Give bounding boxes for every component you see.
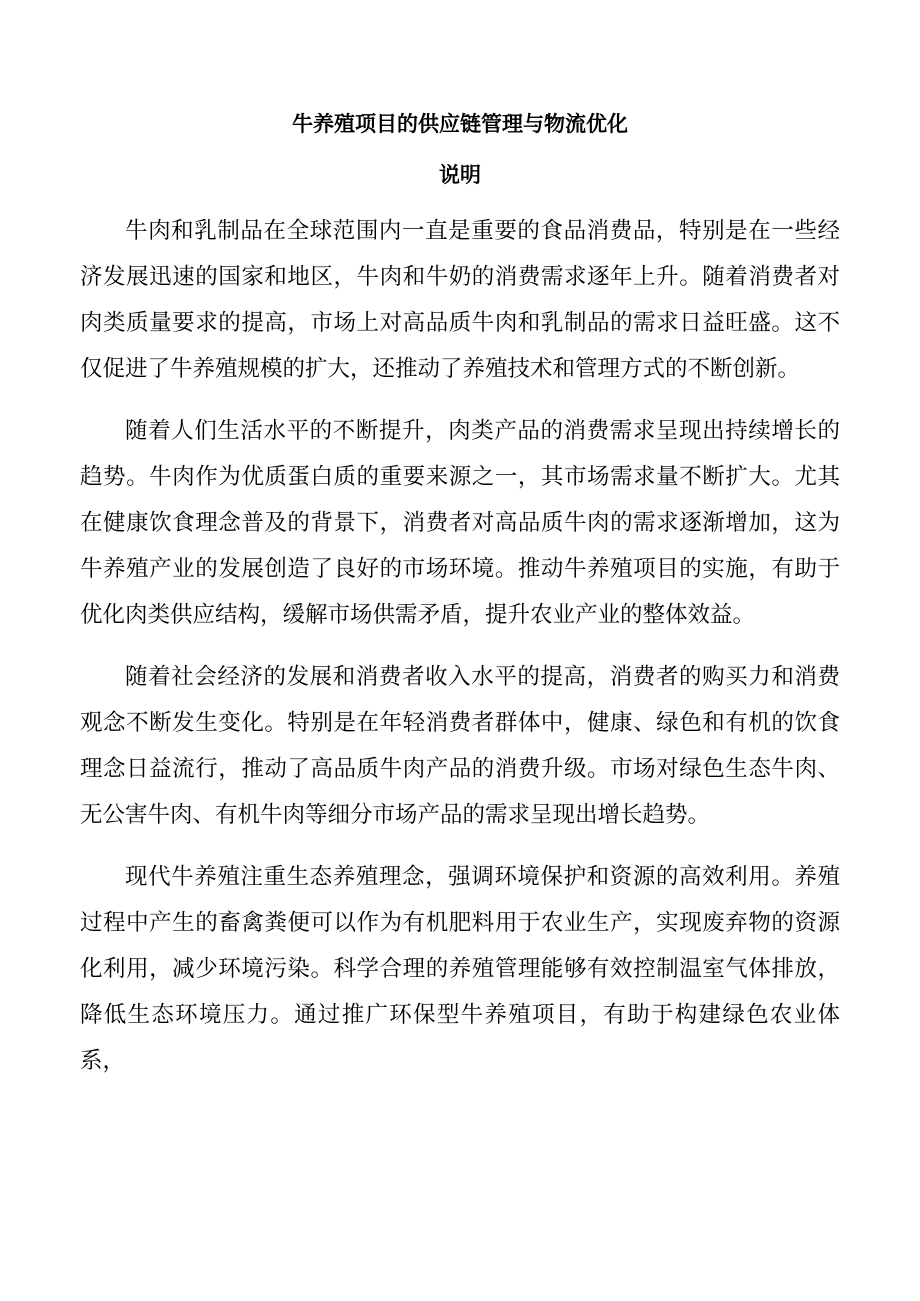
document-body: [80, 208, 840, 1100]
paragraph-1: 牛肉和乳制品在全球范围内一直是重要的食品消费品，特别是在一些经济发展迅速的国家和地区，牛肉和牛奶的消费需求逐年上升。随着消费者对肉类质量要求的提高，市场上对高品质牛肉和乳制品的需求日益旺盛。这不仅促进了牛养殖规模的扩大，还推动了养殖技术和管理方式的不断创新。: [80, 218, 840, 382]
document-subtitle: 说明: [439, 163, 481, 187]
paragraph-2: 随着人们生活水平的不断提升，肉类产品的消费需求呈现出持续增长的趋势。牛肉作为优质蛋白质的重要来源之一，其市场需求量不断扩大。尤其在健康饮食理念普及的背景下，消费者对高品质牛肉的需求逐渐增加，这为牛养殖产业的发展创造了良好的市场环境。推动牛养殖项目的实施，有助于优化肉类供应结构，缓解市场供需矛盾，提升农业产业的整体效益。: [80, 418, 840, 628]
document-title: 牛养殖项目的供应链管理与物流优化: [292, 112, 628, 136]
paragraph-3: 随着社会经济的发展和消费者收入水平的提高，消费者的购买力和消费观念不断发生变化。特别是在年轻消费者群体中，健康、绿色和有机的饮食理念日益流行，推动了高品质牛肉产品的消费升级。市场对绿色生态牛肉、无公害牛肉、有机牛肉等细分市场产品的需求呈现出增长趋势。: [80, 664, 840, 828]
paragraph-4: 现代牛养殖注重生态养殖理念，强调环境保护和资源的高效利用。养殖过程中产生的畜禽粪便可以作为有机肥料用于农业生产，实现废弃物的资源化利用，减少环境污染。科学合理的养殖管理能够有效控制温室气体排放，降低生态环境压力。通过推广环保型牛养殖项目，有助于构建绿色农业体系，: [80, 864, 840, 1074]
